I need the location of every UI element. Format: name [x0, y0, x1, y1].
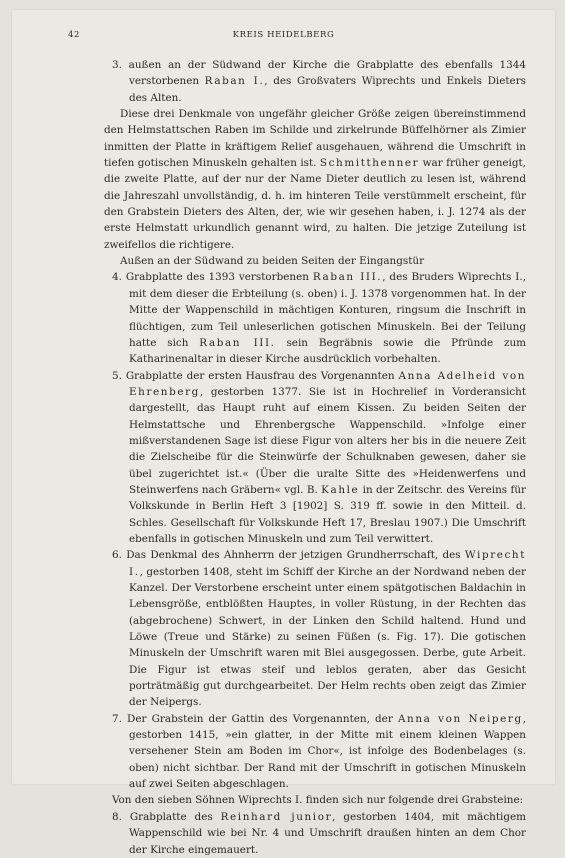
- running-title: KREIS HEIDELBERG: [232, 30, 335, 40]
- paragraph-soehne: Von den sieben Söhnen Wiprechts I. finden sich nur folgende drei Grabsteine:: [112, 794, 524, 807]
- spaced-name: Kahle: [321, 483, 360, 496]
- list-item-6: 6. Das Denkmal des Ahnherrn der jetzigen Grundherrschaft, des Wiprecht I., gestorben 1408, steht im Schiff der Kirche an der Nordwand neben der Kanzel. Der Verstorbene erscheint unter einem spätgotischen Baldachin in Lebensgröße, entblößten Hauptes, in voller Rüstung, in der Rechten das (abgebrochene) Schwert, in der Linken den Schild haltend. Hund und Löwe (Treue und Stärke) zu seinen Füßen (s. Fig. 17). Die gotischen Minuskeln der Umschrift waren mit Blei ausgegossen. Derbe, gute Arbeit. Die Figur ist etwas steif und leblos geraten, aber das Gesicht porträtmäßig gut durchgearbeitet. Der Helm rechts oben zeigt das Zimier der Neipergs.: [112, 549, 526, 709]
- paragraph-suedwand: Außen an der Südwand zu beiden Seiten der Eingangstür: [120, 255, 425, 268]
- list-item-4: 4. Grabplatte des 1393 verstorbenen Raban III., des Bruders Wiprechts I., mit dem dieser die Erbteilung (s. oben) i. J. 1378 vorgenommen hat. In der Mitte der Wappenschild in mächtigen Konturen, ringsum die Inschrift in flüchtigen, zum Teil unleserlichen gotischen Minuskeln. Bei der Teilung hatte sich Raban III. sein Begräbnis sowie die Pfründe zum Katharinenaltar in dieser Kirche ausdrücklich vorbehalten.: [112, 271, 527, 366]
- list-item-7: 7. Der Grabstein der Gattin des Vorgenannten, der Anna von Neiperg, gestorben 1415, »ein glatter, in der Mitte mit einem kleinen Wappen versehener Stein am Boden im Chor«, ist infolge des Bodenbelages (s. oben) nicht sichtbar. Der Rand mit der Umschrift in gotischen Minuskeln auf zwei Seiten abgeschlagen.: [112, 712, 527, 791]
- list-item-3: 3. außen an der Südwand der Kirche die Grabplatte des ebenfalls 1344 verstorbenen Raban I., des Großvaters Wiprechts und Enkels Dieters des Alten.: [112, 59, 527, 104]
- spaced-name: Anna von Neiperg: [397, 712, 523, 725]
- spaced-name: Raban I.: [204, 75, 265, 88]
- book-page: [12, 10, 555, 856]
- page-header: [12, 30, 555, 44]
- page-number: 42: [68, 30, 81, 40]
- spaced-name: Raban III.: [312, 271, 383, 284]
- spaced-name: Anna Adelheid von Ehrenberg: [129, 369, 526, 398]
- spaced-name: Raban III.: [199, 336, 276, 349]
- spaced-name: Wiprecht I.: [129, 549, 526, 578]
- paragraph-denkmale: Diese drei Denkmale von ungefähr gleicher Größe zeigen übereinstimmend den Helmstattschen Raben im Schilde und zirkelrunde Büffelhörner als Zimier inmitten der Platte in kräftigem Relief ausgehauen, während die Umschrift in tiefen gotischen Minuskeln gehalten ist. Schmitthenner war früher geneigt, die zweite Platte, auf der nur der Name Dieter deutlich zu lesen ist, während die Jahreszahl unvollständig, d. h. im hinteren Teile verstümmelt erscheint, für den Grabstein Dieters des Alten, der, wie wir gesehen haben, i. J. 1274 als der erste Helmstatt urkundlich genannt wird, zu halten. Die jetzige Zuteilung ist zweifellos die richtigere.: [104, 108, 526, 251]
- list-item-5: 5. Grabplatte der ersten Hausfrau des Vorgenannten Anna Adelheid von Ehrenberg, gestorben 1377. Sie ist in Hochrelief in Vorderansicht dargestellt, das Haupt ruht auf einem Kissen. Zu beiden Seiten der Helmstattsche und Ehrenbergsche Wappenschild. »Infolge einer mißverstandenen Sage ist diese Figur von alters her bis in die neuere Zeit die Zielscheibe für die Steinwürfe der Schulknaben gewesen, daher sie übel zugerichtet ist.« (Über die uralte Sitte des »Heidenwerfens und Steinwerfens nach Gräbern« vgl. B. Kahle in der Zeitschr. des Vereins für Volkskunde in Berlin Heft 3 [1902] S. 319 ff. sowie in den Mitteil. d. Schles. Gesellschaft für Volkskunde Heft 17, Breslau 1907.) Die Umschrift ebenfalls in gotischen Minuskeln und zum Teil verwittert.: [112, 369, 526, 545]
- spaced-name: Reinhard junior: [220, 810, 333, 823]
- page-body: [104, 57, 526, 858]
- spaced-name: Schmitthenner: [319, 157, 420, 170]
- list-item-8: 8. Grabplatte des Reinhard junior, gestorben 1404, mit mächtigem Wappenschild wie bei Nr. 4 und Umschrift draußen hinten an dem Chor der Kirche eingemauert.: [112, 810, 526, 856]
